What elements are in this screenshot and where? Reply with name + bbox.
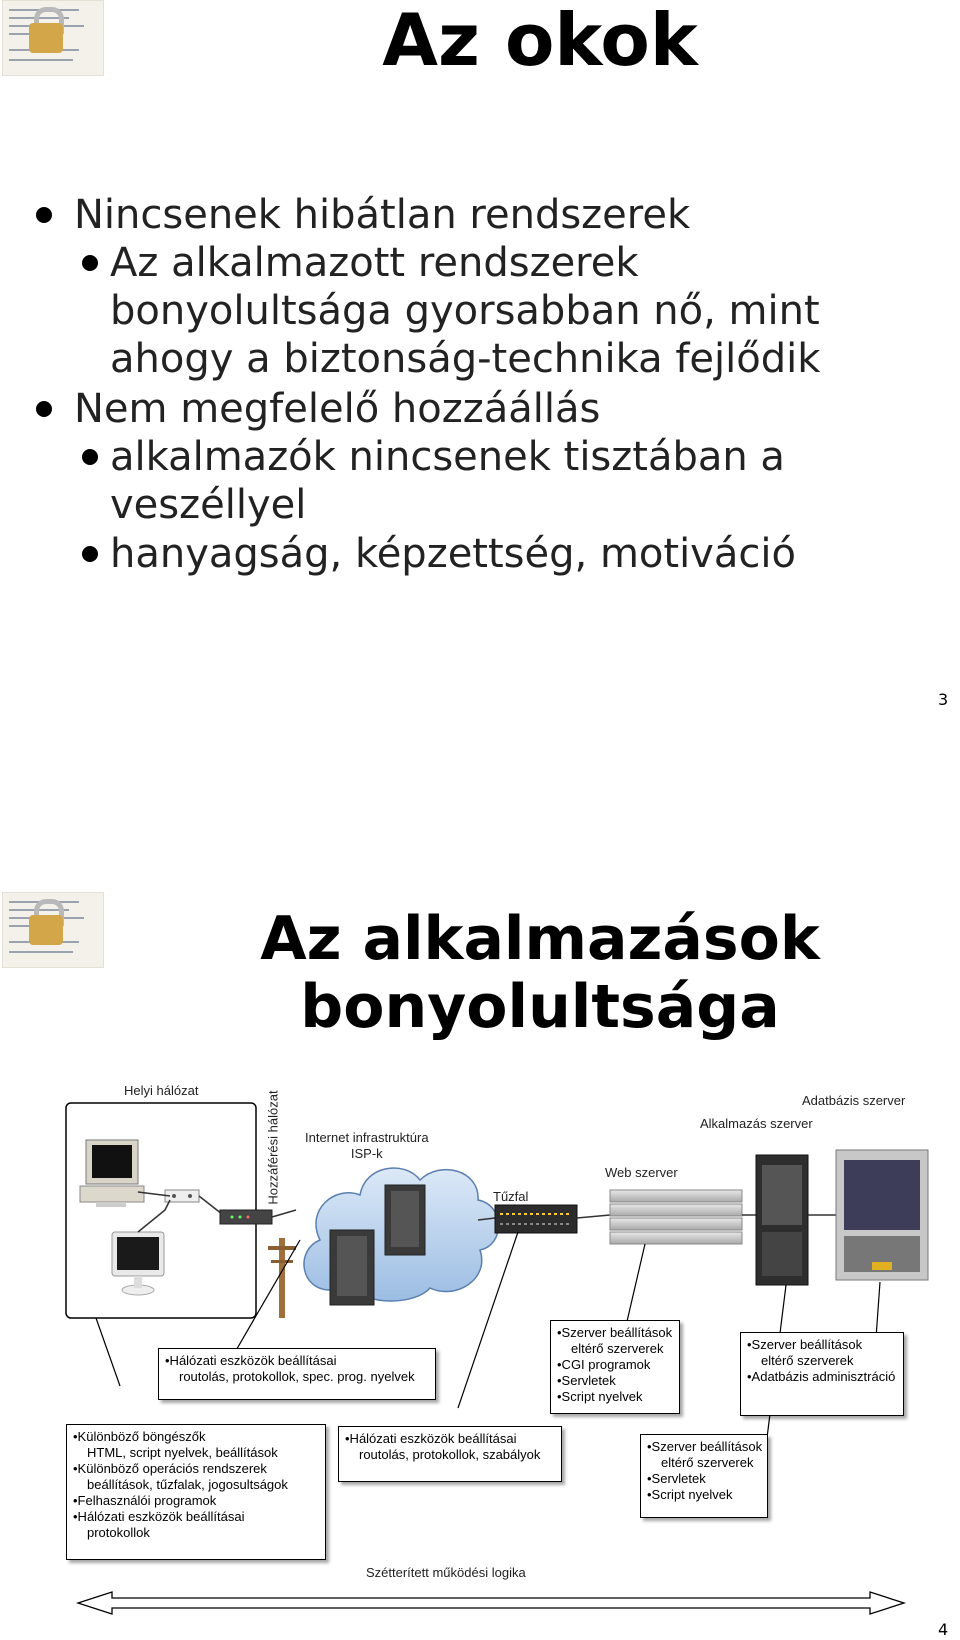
web-server-icon [610,1190,742,1244]
database-server-icon [836,1150,928,1280]
bullet-item: alkalmazók nincsenek tisztában a [110,434,785,480]
double-arrow-icon [78,1592,904,1614]
isp-settings-box [158,1348,436,1400]
desktop-computer-icon [80,1140,144,1207]
app-server-label: Alkalmazás szerver [700,1116,813,1131]
bullet-item-continuation: veszéllyel [110,482,307,528]
box-line: •Servletek [647,1471,706,1486]
box-line: •Script nyelvek [647,1487,733,1502]
router-icon [220,1210,272,1224]
box-line: •CGI programok [557,1357,651,1372]
slide-title-line: Az alkalmazások [260,904,820,974]
page-number: 4 [938,1620,949,1639]
box-line: •Hálózati eszközök beállításai [73,1509,245,1524]
box-line: •Különböző böngészők [73,1429,206,1444]
utility-pole-icon [268,1238,296,1318]
page-number: 3 [938,690,949,709]
box-line: •Script nyelvek [557,1389,643,1404]
internet-infrastructure-label [305,1130,429,1162]
box-line: protokollok [87,1525,150,1540]
local-network-label: Helyi hálózat [124,1083,199,1098]
slide-title: Az okok [382,0,698,82]
box-line: eltérő szerverek [761,1353,854,1368]
web-server-settings-box [550,1320,680,1414]
box-line: •Különböző operációs rendszerek [73,1461,267,1476]
app-server-settings-box [640,1434,768,1518]
isp-label-line: ISP-k [350,1146,383,1161]
box-line: HTML, script nyelvek, beállítások [87,1445,278,1460]
isp-rack-server-icon [385,1185,425,1255]
box-line: •Servletek [557,1373,616,1388]
application-server-icon [756,1155,808,1285]
firewall-appliance-icon [495,1205,577,1233]
isp-rack-server-icon [330,1230,374,1305]
firewall-label: Tűzfal [493,1189,529,1204]
box-line: beállítások, tűzfalak, jogosultságok [87,1477,288,1492]
access-network-label: Hozzáférési hálózat [265,1090,281,1205]
slide-title-line: bonyolultsága [300,972,780,1042]
box-line: eltérő szerverek [661,1455,754,1470]
box-line: •Hálózati eszközök beállításai [345,1431,517,1446]
firewall-settings-box [338,1426,562,1482]
box-line: •Szerver beállítások [647,1439,763,1454]
db-server-settings-box [740,1332,904,1416]
client-settings-box [66,1424,326,1560]
box-line: •Hálózati eszközök beállításai [165,1353,337,1368]
db-server-label: Adatbázis szerver [802,1093,906,1108]
box-line: eltérő szerverek [571,1341,664,1356]
internet-label-line: Internet infrastruktúra [305,1130,429,1145]
web-server-label: Web szerver [605,1165,678,1180]
box-line: •Adatbázis adminisztráció [747,1369,896,1384]
bullet-item: hanyagság, képzettség, motiváció [110,531,796,577]
box-line: •Szerver beállítások [557,1325,673,1340]
bullet-item: Nem megfelelő hozzáállás [74,386,601,432]
bullet-item-continuation: ahogy a biztonság-technika fejlődik [110,336,821,382]
box-line: routolás, protokollok, spec. prog. nyelvek [179,1369,415,1384]
bullet-item: Az alkalmazott rendszerek [110,240,639,286]
bullet-item: Nincsenek hibátlan rendszerek [74,192,691,238]
box-line: •Felhasználói programok [73,1493,217,1508]
distributed-logic-label: Szétterített működési logika [366,1565,526,1580]
box-line: •Szerver beállítások [747,1337,863,1352]
box-line: routolás, protokollok, szabályok [359,1447,541,1462]
bullet-item-continuation: bonyolultsága gyorsabban nő, mint [110,288,820,334]
